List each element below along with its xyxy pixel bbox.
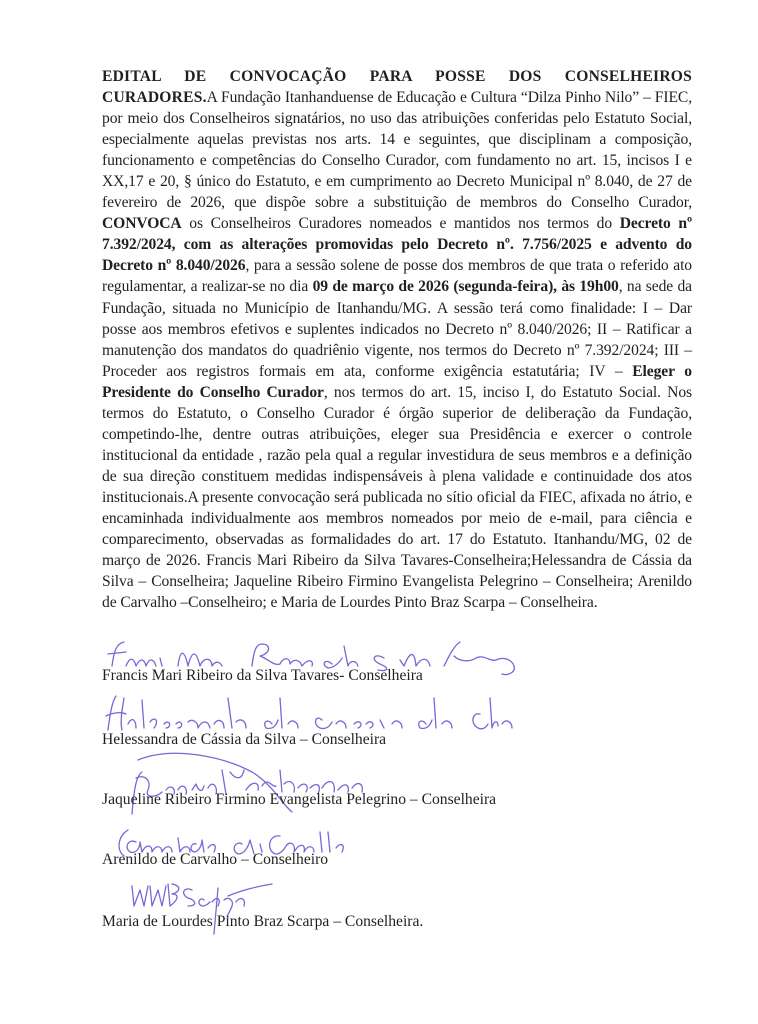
signature-block-helessandra (102, 690, 662, 750)
document-page (102, 66, 692, 613)
document-title: EDITAL DE CONVOCAÇÃO PARA POSSE DOS CONSELHEIROS CURADORES. (102, 68, 692, 107)
signature-block-jaqueline (102, 760, 662, 810)
signatory-name: Jaqueline Ribeiro Firmino Evangelista Pelegrino – Conselheira (102, 791, 497, 808)
convoca-keyword: CONVOCA (102, 215, 182, 233)
paragraph-intro: A Fundação Itanhanduense de Educação e Cultura “Dilza Pinho Nilo” – FIEC, por meio dos Conselheiros signatários, no uso das atribuições conferidas pelo Estatuto Social, especialmente aquelas previstas nos arts. 14 e seguintes, que disciplinam a composição, funcionamento e competências do Conselho Curador, com fundamento no art. 15, incisos I e XX,17 e 20, § único do Estatuto, e em cumprimento ao Decreto Municipal nº 8.040, de 27 de fevereiro de 2026, que dispõe sobre a substituição de membros do Conselho Curador, (102, 89, 692, 212)
signatory-name: Maria de Lourdes Pinto Braz Scarpa – Conselheira. (102, 913, 424, 930)
edital-body (102, 66, 692, 613)
paragraph-closing: , nos termos do art. 15, inciso I, do Estatuto Social. Nos termos do Estatuto, o Conselho Curador é órgão superior de deliberação da Fundação, competindo-lhe, dentre outras atribuições, eleger sua Presidência e exercer o controle institucional da entidade , razão pela qual a regular investidura de seus membros e a definição de sua direção constituem medidas indispensáveis à plena validade e continuidade dos atos institucionais.A presente convocação será publicada no sítio oficial da FIEC, afixada no átrio, e encaminhada individualmente aos membros nomeados por meio de e-mail, para ciência e comparecimento, observadas as formalidades do art. 17 do Estatuto. Itanhandu/MG, 02 de março de 2026. Francis Mari Ribeiro da Silva Tavares-Conselheira;Helessandra de Cássia da Silva – Conselheira; Jaqueline Ribeiro Firmino Evangelista Pelegrino – Conselheira; Arenildo de Carvalho –Conselheiro; e Maria de Lourdes Pinto Braz Scarpa – Conselheira. (102, 383, 692, 612)
eleger-presidente: Eleger o Presidente do Conselho Curador (102, 362, 692, 401)
paragraph-convocados: os Conselheiros Curadores nomeados e mantidos nos termos do (181, 215, 620, 233)
signature-block-maria (102, 880, 662, 932)
session-date: 09 de março de 2026 (segunda-feira), às 19h00 (312, 278, 619, 296)
signatory-name: Francis Mari Ribeiro da Silva Tavares- Conselheira (102, 667, 423, 684)
paragraph-sessao: , para a sessão solene de posse dos membros de que trata o referido ato regulamentar, a realizar-se no dia (102, 257, 692, 296)
decretos-reference: Decreto nº 7.392/2024, com as alterações promovidas pelo Decreto nº. 7.756/2025 e advento do Decreto nº 8.040/2026 (102, 215, 692, 275)
signature-block-francis (102, 636, 662, 686)
paragraph-finalidade: , na sede da Fundação, situada no Município de Itanhandu/MG. A sessão terá como finalidade: I – Dar posse aos membros efetivos e suplentes indicados no Decreto nº 8.040/2026; II – Ratificar a manutenção dos mandatos do quadriênio vigente, nos termos do Decreto nº 7.392/2024; III – Proceder aos registros formais em ata, conforme exigência estatutária; IV – (102, 278, 692, 380)
signatory-name: Helessandra de Cássia da Silva – Conselheira (102, 731, 387, 748)
signatory-name: Arenildo de Carvalho – Conselheiro (102, 851, 329, 868)
signature-block-arenildo (102, 822, 662, 870)
